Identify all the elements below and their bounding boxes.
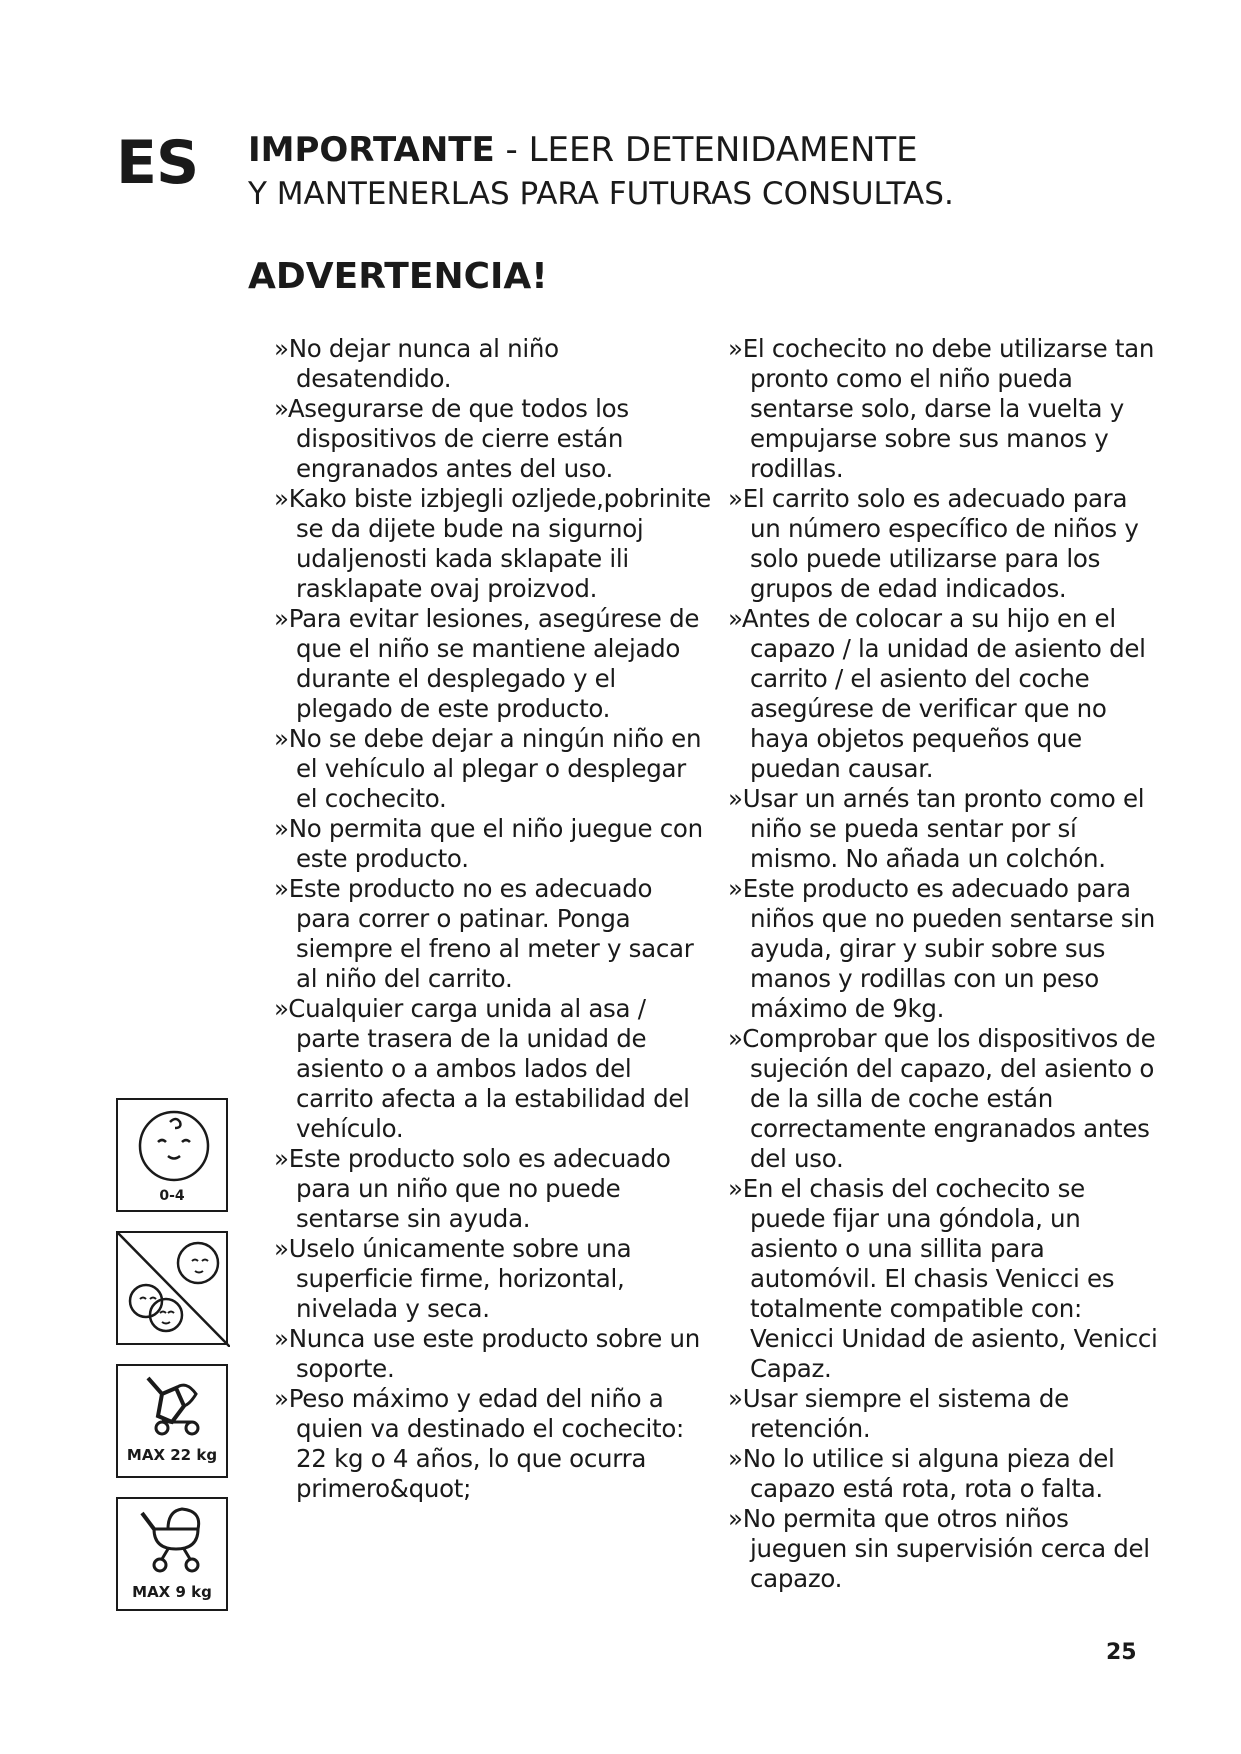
warning-item: » Peso máximo y edad del niño a quien va destinado el cochecito: 22 kg o 4 años, lo que ocurra primero&quot; <box>274 1384 714 1504</box>
warning-item: » Cualquier carga unida al asa / parte trasera de la unidad de asiento o a ambos lados del carrito afecta a la estabilidad del vehículo. <box>274 994 714 1144</box>
warning-item: » Comprobar que los dispositivos de sujeción del capazo, del asiento o de la silla de coche están correctamente engranados antes del uso. <box>728 1024 1158 1174</box>
warning-item: » Este producto es adecuado para niños que no pueden sentarse sin ayuda, girar y subir sobre sus manos y rodillas con un peso máximo de 9kg. <box>728 874 1158 1024</box>
no-twins-icon <box>118 1233 230 1347</box>
stroller-weight-label: MAX 22 kg <box>126 1446 218 1464</box>
warning-title: ADVERTENCIA! <box>248 256 548 297</box>
stroller-weight-icon-box <box>116 1364 228 1478</box>
warning-item: » El carrito solo es adecuado para un número específico de niños y solo puede utilizarse para los grupos de edad indicados. <box>728 484 1158 604</box>
no-twins-icon-box <box>116 1231 228 1345</box>
page-number: 25 <box>1106 1640 1137 1665</box>
age-label: 0-4 <box>159 1188 185 1204</box>
warning-item: » Nunca use este producto sobre un soporte. <box>274 1324 714 1384</box>
warning-item: » No dejar nunca al niño desatendido. <box>274 334 714 394</box>
header-line-1 <box>248 128 954 172</box>
age-range-icon <box>116 1098 228 1212</box>
language-code: ES <box>116 128 199 198</box>
warning-item: » No permita que el niño juegue con este producto. <box>274 814 714 874</box>
warning-item: » No se debe dejar a ningún niño en el vehículo al plegar o desplegar el cochecito. <box>274 724 714 814</box>
pram-weight-label: MAX 9 kg <box>132 1583 212 1601</box>
warning-item: » Usar un arnés tan pronto como el niño se pueda sentar por sí mismo. No añada un colchón. <box>728 784 1158 874</box>
warnings-left-column <box>274 334 714 1504</box>
header-line-2: Y MANTENERLAS PARA FUTURAS CONSULTAS. <box>248 176 954 212</box>
warning-item: » Para evitar lesiones, asegúrese de que el niño se mantiene alejado durante el desplegado y el plegado de este producto. <box>274 604 714 724</box>
warning-item: » Antes de colocar a su hijo en el capazo / la unidad de asiento del carrito / el asiento del coche asegúrese de verificar que no haya objetos pequeños que puedan causar. <box>728 604 1158 784</box>
warning-item: » No permita que otros niños jueguen sin supervisión cerca del capazo. <box>728 1504 1158 1594</box>
warning-item: » Asegurarse de que todos los dispositivos de cierre están engranados antes del uso. <box>274 394 714 484</box>
important-label: IMPORTANTE <box>248 130 495 170</box>
warning-item: » Uselo únicamente sobre una superficie firme, horizontal, nivelada y seca. <box>274 1234 714 1324</box>
warning-item: » Usar siempre el sistema de retención. <box>728 1384 1158 1444</box>
warnings-right-column <box>728 334 1158 1594</box>
warning-item: » Este producto solo es adecuado para un niño que no puede sentarse sin ayuda. <box>274 1144 714 1234</box>
warning-item: » En el chasis del cochecito se puede fijar una góndola, un asiento o una sillita para automóvil. El chasis Venicci es totalmente compatible con: Venicci Unidad de asiento, Venicci Capaz. <box>728 1174 1158 1384</box>
page-header <box>248 128 954 216</box>
pram-weight-icon-box <box>116 1497 228 1611</box>
warning-item: » El cochecito no debe utilizarse tan pronto como el niño pueda sentarse solo, darse la vuelta y empujarse sobre sus manos y rodillas. <box>728 334 1158 484</box>
warning-item: » No lo utilice si alguna pieza del capazo está rota, rota o falta. <box>728 1444 1158 1504</box>
header-rest-line-1: - LEER DETENIDAMENTE <box>494 130 918 170</box>
warning-item: » Este producto no es adecuado para correr o patinar. Ponga siempre el freno al meter y sacar al niño del carrito. <box>274 874 714 994</box>
warning-item: » Kako biste izbjegli ozljede,pobrinite se da dijete bude na sigurnoj udaljenosti kada sklapate ili rasklapate ovaj proizvod. <box>274 484 714 604</box>
